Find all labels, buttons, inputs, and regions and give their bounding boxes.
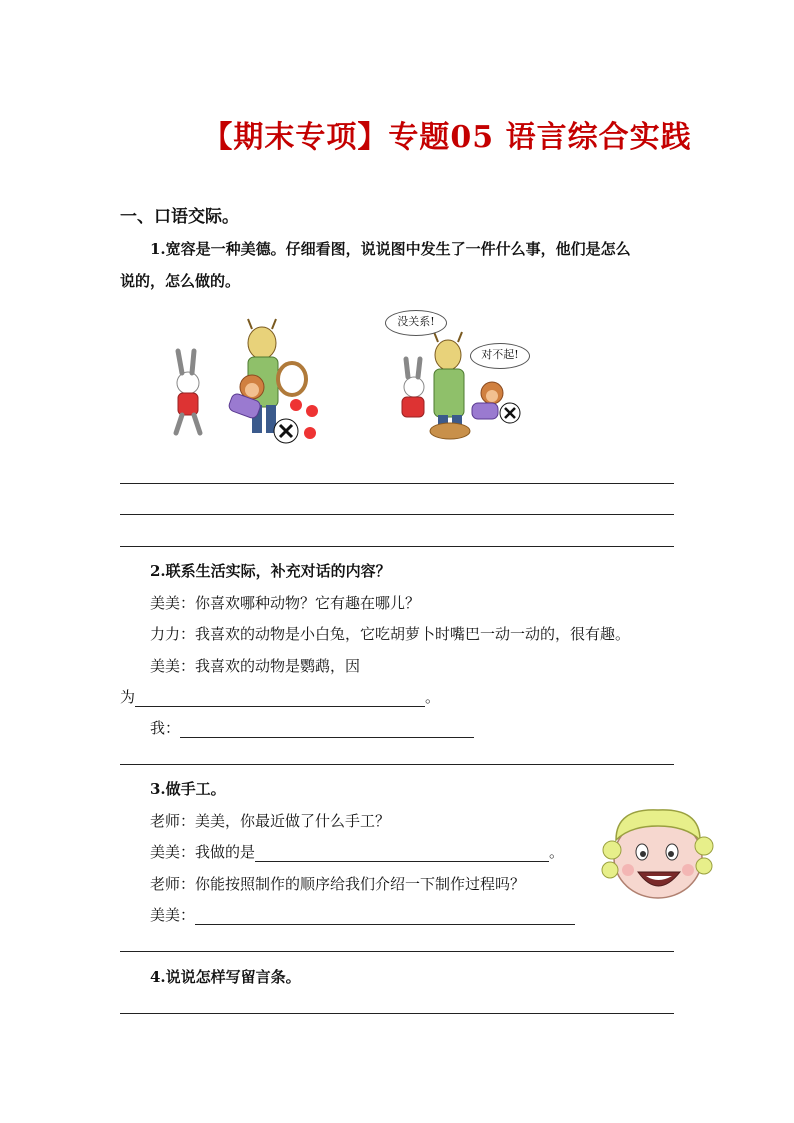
- q2-line4-prefix: 为: [120, 688, 136, 706]
- fill-blank[interactable]: [180, 719, 474, 738]
- q3-line2-prefix: 美美：我做的是: [150, 843, 256, 861]
- q2-title: 2.联系生活实际，补充对话的内容？: [150, 562, 391, 580]
- fill-blank[interactable]: [195, 906, 575, 925]
- q3-title: 3.做手工。: [150, 780, 226, 798]
- speech-bubble-no-problem: 没关系!: [385, 310, 447, 336]
- q4-title: 4.说说怎样写留言条。: [150, 968, 301, 986]
- q3-line2: [150, 841, 564, 862]
- q2-line5: [150, 717, 474, 738]
- speech-bubble-sorry: 对不起!: [470, 343, 530, 369]
- section-heading: 一、口语交际。: [120, 207, 239, 227]
- q2-line5-prefix: 我：: [150, 719, 181, 737]
- q3-line3: 老师：你能按照制作的顺序给我们介绍一下制作过程吗？: [150, 875, 526, 893]
- q2-line4: [120, 686, 440, 707]
- answer-line: [120, 764, 674, 765]
- answer-line: [120, 951, 674, 952]
- answer-line: [120, 1013, 674, 1014]
- q3-line4: [150, 904, 575, 925]
- q3-line1: 老师：美美，你最近做了什么手工？: [150, 812, 391, 830]
- character-meimei: [596, 800, 716, 908]
- q2-line2: 力力：我喜欢的动物是小白兔，它吃胡萝卜时嘴巴一动一动的，很有趣。: [150, 625, 631, 643]
- q3-line2-suffix: 。: [549, 843, 565, 861]
- page-title: 【期末专项】专题05 语言综合实践: [202, 120, 692, 155]
- q3-line4-prefix: 美美：: [150, 906, 196, 924]
- fill-blank[interactable]: [135, 688, 425, 707]
- fill-blank[interactable]: [255, 843, 549, 862]
- q1-text-line1: 1.宽容是一种美德。仔细看图，说说图中发生了一件什么事，他们是怎么: [150, 240, 631, 258]
- illustration-collision: [160, 315, 340, 445]
- answer-line: [120, 546, 674, 547]
- q1-text-line2: 说的，怎么做的。: [120, 272, 241, 290]
- answer-line: [120, 483, 674, 484]
- q2-line3: 美美：我喜欢的动物是鹦鹉，因: [150, 657, 361, 675]
- q2-line4-suffix: 。: [425, 688, 441, 706]
- answer-line: [120, 514, 674, 515]
- q2-line1: 美美：你喜欢哪种动物？它有趣在哪儿？: [150, 594, 421, 612]
